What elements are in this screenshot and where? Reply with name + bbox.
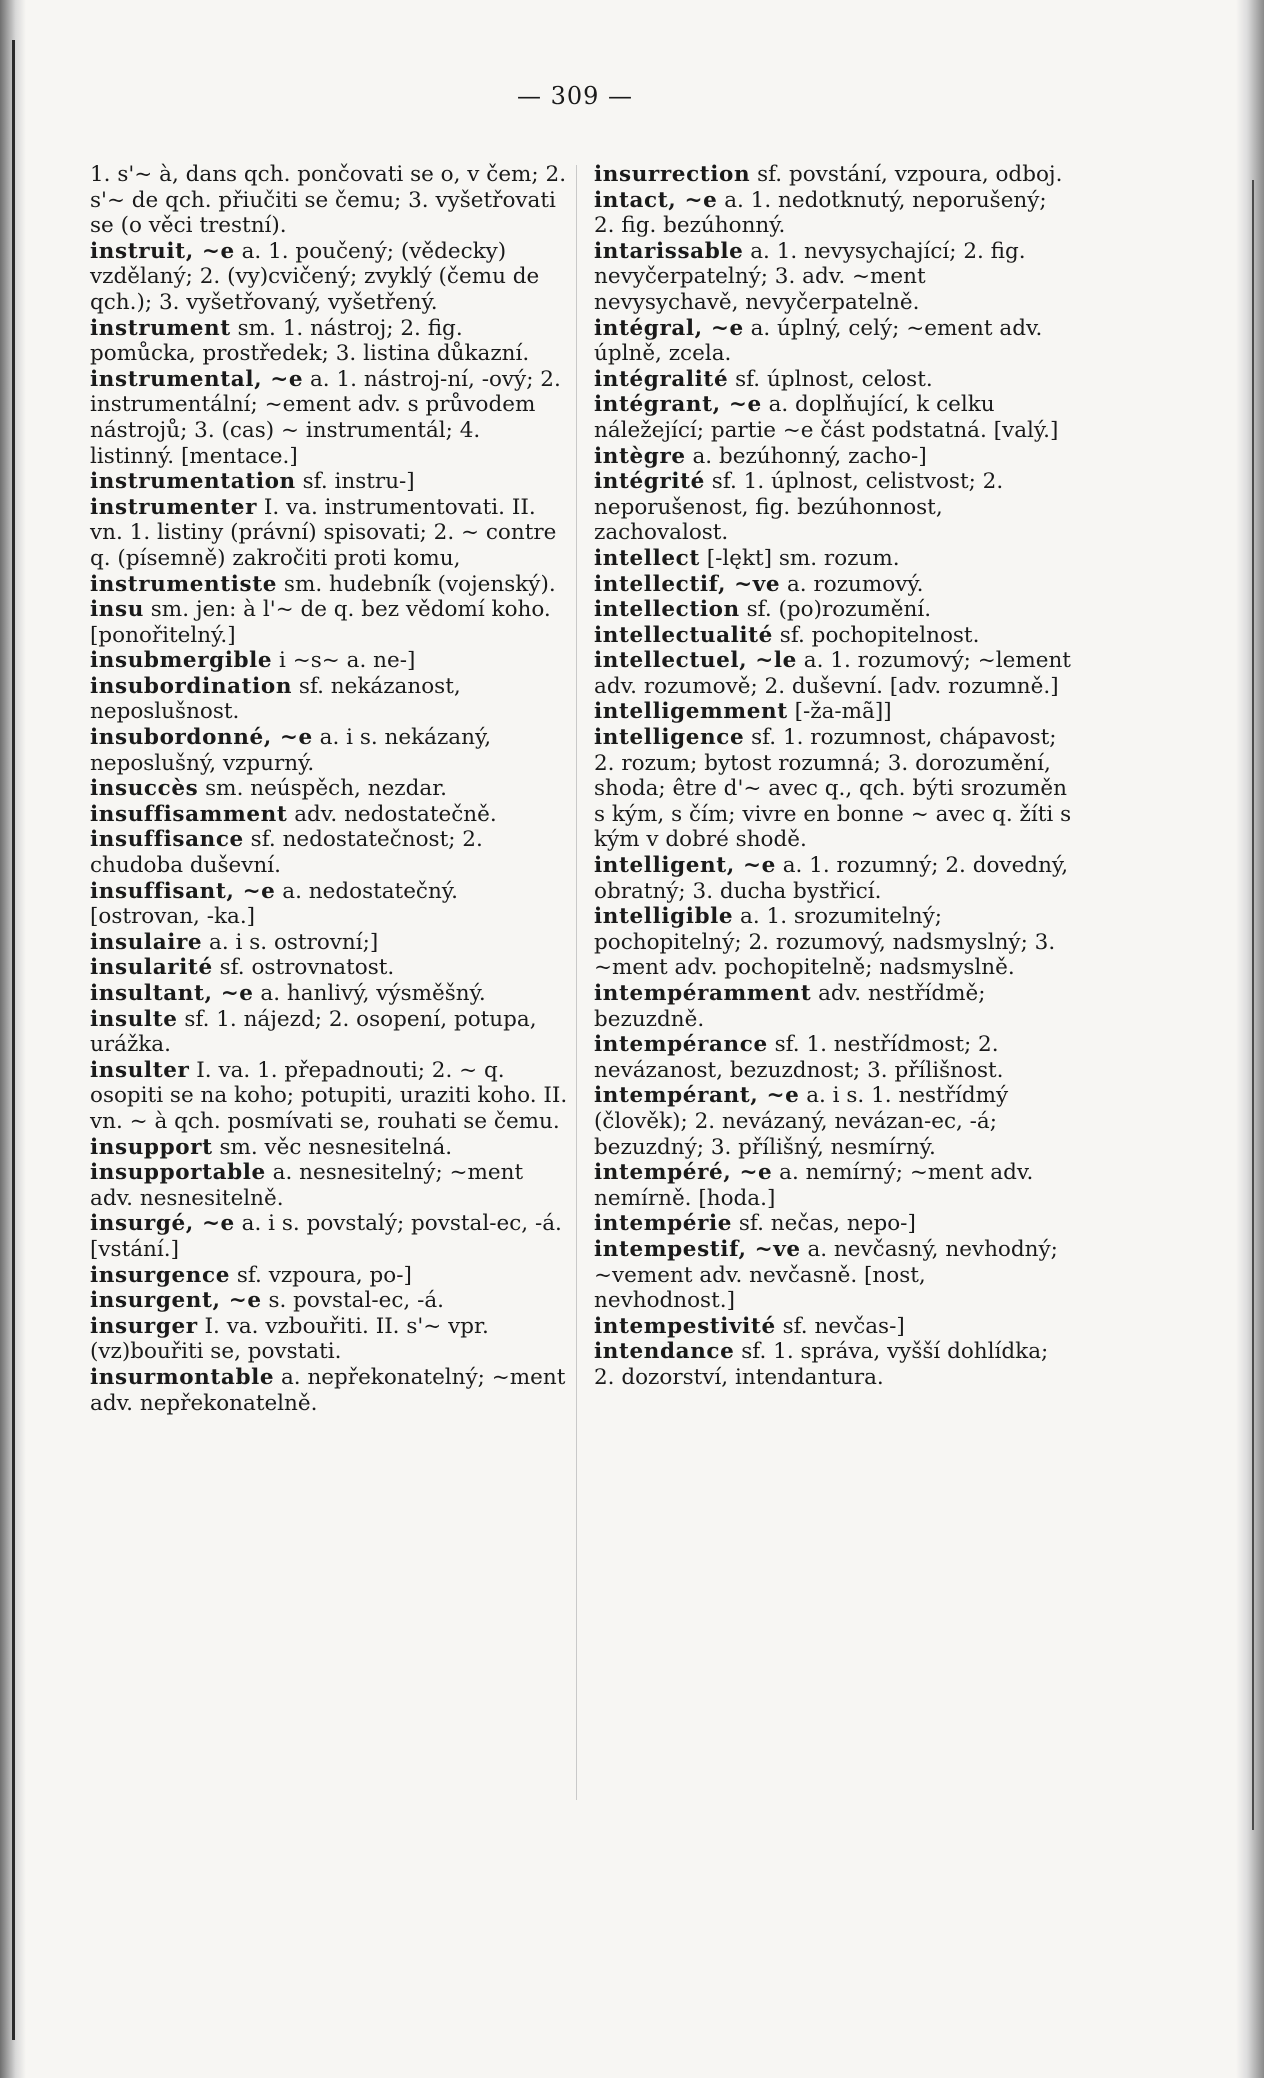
entry-headword: insurgé, ~e <box>90 1211 235 1237</box>
entry-definition: sf. úplnost, celost. <box>728 366 933 392</box>
entry-definition: sf. 1. správa, vyšší dohlídka; 2. dozorství, intendantura. <box>594 1339 1049 1390</box>
column-divider <box>576 165 577 1800</box>
entry-definition: sf. (po)rozumění. <box>739 597 932 623</box>
entry-headword: intelligent, ~e <box>594 853 776 879</box>
entry-headword: intempérance <box>594 1032 768 1058</box>
dictionary-entry <box>594 546 1072 572</box>
entry-headword: insu <box>90 597 144 623</box>
entry-headword: insultant, ~e <box>90 981 254 1006</box>
entry-definition: adv. nestřídmě; bezuzdně. <box>594 981 986 1032</box>
dictionary-entry <box>594 392 1072 443</box>
entry-headword: insuffisance <box>90 827 244 853</box>
entry-headword: insuffisamment <box>90 801 288 827</box>
entry-definition: s. povstal-ec, -á. <box>261 1288 444 1314</box>
entry-headword: intellection <box>594 597 740 623</box>
entry-definition: sf. povstání, vzpoura, odboj. <box>750 162 1063 187</box>
entry-definition: sm. 1. nástroj; 2. fig. pomůcka, prostředek; 3. listina důkazní. <box>90 315 530 367</box>
left-column <box>90 162 568 1416</box>
entry-definition: a. doplňující, k celku náležející; partie ~e část podstatná. [valý.] <box>594 392 1059 443</box>
entry-headword: insulaire <box>90 929 203 955</box>
entry-headword: instruit, ~e <box>90 238 235 264</box>
entry-headword: intégrant, ~e <box>594 392 762 418</box>
entry-definition: a. i s. 1. nestřídmý (člověk); 2. nevázaný, nevázan-ec, -á; bezuzdný; 3. přílišný, nesmírný. <box>594 1083 1009 1160</box>
entry-headword: insularité <box>90 955 213 981</box>
entry-definition: i ~s~ a. ne-] <box>272 648 416 674</box>
entry-headword: intégralité <box>594 366 729 392</box>
entry-headword: insulte <box>90 1006 178 1032</box>
entry-definition: sf. 1. úplnost, celistvost; 2. neporušenost, fig. bezúhonnost, zachovalost. <box>594 469 1004 546</box>
entry-headword: intact, ~e <box>594 187 718 213</box>
dictionary-entry <box>594 1314 1072 1340</box>
entry-headword: intellect <box>594 545 700 571</box>
entry-headword: instrumenter <box>90 494 257 520</box>
entry-definition: a. 1. nevysychající; 2. fig. nevyčerpatelný; 3. adv. ~ment nevysychavě, nevyčerpatelně. <box>594 238 1026 315</box>
entry-headword: insubordination <box>90 673 293 699</box>
dictionary-entry <box>90 597 568 648</box>
entry-definition: adv. nedostatečně. <box>287 801 497 827</box>
entry-headword: insurgence <box>90 1262 230 1288</box>
dictionary-entry <box>594 725 1072 853</box>
dictionary-entry <box>594 1237 1072 1314</box>
entry-headword: intempérant, ~e <box>594 1083 800 1109</box>
dictionary-entry <box>594 597 1072 623</box>
entry-headword: insuccès <box>90 776 199 802</box>
dictionary-entry <box>90 879 568 930</box>
entry-headword: instrumentation <box>90 469 296 495</box>
dictionary-entry <box>90 239 568 316</box>
entry-headword: intégral, ~e <box>594 315 744 341</box>
dictionary-entry <box>594 316 1072 367</box>
dictionary-entry <box>594 239 1072 316</box>
dictionary-entry <box>90 1263 568 1289</box>
entry-headword: intègre <box>594 443 686 469</box>
entry-headword: intellectuel, ~le <box>594 648 797 674</box>
dictionary-entry <box>594 904 1072 981</box>
entry-definition: a. 1. nástroj-ní, -ový; 2. instrumentální; ~ement adv. s průvodem nástrojů; 3. (cas) ~ instrumentál; 4. listinný. [mentace.] <box>90 366 561 469</box>
dictionary-entry <box>90 725 568 776</box>
entry-definition: I. va. vzbouřiti. II. s'~ vpr. (vz)bouřiti se, povstati. <box>90 1313 489 1365</box>
dictionary-entry <box>594 469 1072 546</box>
dictionary-entry <box>90 367 568 469</box>
dictionary-entry <box>594 648 1072 699</box>
entry-headword: intendance <box>594 1339 735 1365</box>
entry-definition: sm. jen: à l'~ de q. bez vědomí koho. [ponořitelný.] <box>90 597 551 648</box>
dictionary-entry <box>90 827 568 878</box>
entry-definition: a. 1. srozumitelný; pochopitelný; 2. rozumový, nadsmyslný; 3. ~ment adv. pochopitelně; nadsmyslně. <box>594 904 1056 981</box>
entry-definition: a. 1. rozumný; 2. dovedný, obratný; 3. ducha bystřicí. <box>594 853 1069 904</box>
entry-definition: sf. nečas, nepo-] <box>732 1211 916 1237</box>
entry-definition: a. nepřekonatelný; ~ment adv. nepřekonatelně. <box>90 1364 566 1416</box>
dictionary-entry <box>90 1211 568 1262</box>
entry-headword: intelligence <box>594 725 745 751</box>
entry-headword: intempérie <box>594 1211 733 1237</box>
entry-headword: insurmontable <box>90 1364 275 1390</box>
dictionary-entry <box>90 1365 568 1416</box>
entry-definition: sm. neúspěch, nezdar. <box>198 776 447 802</box>
dictionary-entry <box>594 1032 1072 1083</box>
dictionary-entry <box>90 981 568 1007</box>
dictionary-entry <box>90 1058 568 1135</box>
entry-definition: a. bezúhonný, zacho-] <box>685 443 927 469</box>
entry-headword: instrument <box>90 315 231 341</box>
entry-headword: insurgent, ~e <box>90 1288 262 1314</box>
dictionary-entry <box>90 495 568 572</box>
entry-definition: sf. nevčas-] <box>775 1313 905 1339</box>
entry-headword: intempéramment <box>594 981 812 1006</box>
entry-definition: sf. ostrovnatost. <box>212 955 395 981</box>
dictionary-entry <box>594 1083 1072 1160</box>
entry-definition: a. 1. poučený; (vědecky) vzdělaný; 2. (vy)cvičený; zvyklý (čemu de qch.); 3. vyšetřovaný, vyšetřený. <box>90 238 540 315</box>
entry-headword: intelligemment <box>594 699 788 725</box>
entry-definition: sm. hudebník (vojenský). <box>277 571 556 597</box>
entry-definition: sf. vzpoura, po-] <box>229 1262 412 1288</box>
dictionary-entry <box>594 981 1072 1032</box>
entry-definition: sf. nekázanost, neposlušnost. <box>90 673 461 725</box>
entry-definition: a. rozumový. <box>780 571 924 597</box>
entry-definition: a. i s. povstalý; povstal-ec, -á. [vstání.] <box>90 1211 562 1262</box>
page-number: — 309 — <box>516 82 634 110</box>
dictionary-entry <box>594 1339 1072 1390</box>
entry-definition: sf. nedostatečnost; 2. chudoba duševní. <box>90 827 483 879</box>
entry-definition: a. nevčasný, nevhodný; ~vement adv. nevčasně. [nost, nevhodnost.] <box>594 1236 1058 1314</box>
dictionary-entry <box>594 188 1072 239</box>
entry-definition: I. va. 1. přepadnouti; 2. ~ q. osopiti se na koho; potupiti, uraziti koho. II. vn. ~ à qch. posmívati se, rouhati se čemu. <box>90 1057 568 1134</box>
entry-definition: a. 1. rozumový; ~lement adv. rozumově; 2. duševní. [adv. rozumně.] <box>594 648 1071 699</box>
dictionary-entry <box>594 1160 1072 1211</box>
entry-definition: a. nesnesitelný; ~ment adv. nesnesitelně. <box>90 1160 524 1211</box>
dictionary-entry <box>90 674 568 725</box>
dictionary-entry <box>90 162 568 239</box>
entry-definition: sf. pochopitelnost. <box>772 622 980 648</box>
dictionary-entry <box>90 930 568 956</box>
entry-headword: insupport <box>90 1134 213 1160</box>
entry-headword: insubordonné, ~e <box>90 725 313 751</box>
dictionary-entry <box>594 853 1072 904</box>
dictionary-entry <box>90 1160 568 1211</box>
dictionary-entry <box>594 367 1072 393</box>
entry-headword: intellectualité <box>594 622 773 648</box>
entry-headword: intempéré, ~e <box>594 1160 773 1186</box>
dictionary-entry <box>90 1007 568 1058</box>
entry-definition: I. va. instrumentovati. II. vn. 1. listiny (právní) spisovati; 2. ~ contre q. (písemně) zakročiti proti komu, <box>90 494 557 571</box>
entry-headword: intellectif, ~ve <box>594 571 781 597</box>
dictionary-entry <box>594 162 1072 188</box>
entry-definition: a. i s. ostrovní;] <box>202 929 379 955</box>
dictionary-entry <box>90 648 568 674</box>
entry-definition: a. i s. nekázaný, neposlušný, vzpurný. <box>90 725 492 776</box>
entry-headword: insuffisant, ~e <box>90 878 276 904</box>
entry-headword: instrumental, ~e <box>90 366 304 392</box>
entry-definition: sf. instru-] <box>295 469 415 495</box>
dictionary-entry <box>594 1211 1072 1237</box>
entry-headword: instrumentiste <box>90 571 278 597</box>
dictionary-entry <box>90 469 568 495</box>
dictionary-entry <box>90 802 568 828</box>
entry-headword: insupportable <box>90 1160 266 1186</box>
dictionary-entry <box>90 1314 568 1365</box>
right-column <box>594 162 1072 1391</box>
entry-definition: [-ža-mã]] <box>787 699 892 725</box>
dictionary-entry <box>594 572 1072 598</box>
entry-definition: sf. 1. rozumnost, chápavost; 2. rozum; bytost rozumná; 3. dorozumění, shoda; être d'~ avec q., qch. býti srozuměn s kým, s čím; vivre en bonne ~ avec q. žíti s kým v dobré shodě. <box>594 725 1072 853</box>
entry-definition: sf. 1. nestřídmost; 2. nevázanost, bezuzdnost; 3. přílišnost. <box>594 1032 1004 1083</box>
dictionary-entry <box>90 1288 568 1314</box>
entry-definition: a. hanlivý, výsměšný. <box>253 981 486 1006</box>
entry-headword: intarissable <box>594 238 744 264</box>
entry-definition: sf. 1. nájezd; 2. osopení, potupa, urážka. <box>90 1006 537 1058</box>
binding-line <box>12 40 15 2040</box>
dictionary-entry <box>594 444 1072 470</box>
dictionary-entry <box>90 572 568 598</box>
margin-line <box>1252 180 1254 1830</box>
entry-headword: insurger <box>90 1313 198 1339</box>
entry-definition: a. 1. nedotknutý, neporušený; 2. fig. bezúhonný. <box>594 187 1047 239</box>
entry-headword: intelligible <box>594 904 734 930</box>
dictionary-entry <box>90 776 568 802</box>
dictionary-entry <box>594 623 1072 649</box>
page-edge-right <box>1236 0 1264 2078</box>
entry-headword: insulter <box>90 1057 190 1083</box>
entry-definition: 1. s'~ à, dans qch. pončovati se o, v čem; 2. s'~ de qch. přiučiti se čemu; 3. vyšetřovati se (o věci trestní). <box>90 162 567 239</box>
entry-definition: sm. věc nesnesitelná. <box>212 1134 453 1160</box>
entry-headword: insubmergible <box>90 648 273 674</box>
entry-headword: insurrection <box>594 162 751 187</box>
entry-headword: intempestif, ~ve <box>594 1236 801 1262</box>
dictionary-entry <box>90 955 568 981</box>
dictionary-entry <box>90 316 568 367</box>
dictionary-entry <box>594 699 1072 725</box>
entry-headword: intégrité <box>594 469 705 495</box>
entry-definition: [-lękt] sm. rozum. <box>699 545 900 571</box>
entry-headword: intempestivité <box>594 1313 776 1339</box>
entry-definition: a. nedostatečný. [ostrovan, -ka.] <box>90 878 458 930</box>
dictionary-entry <box>90 1135 568 1161</box>
entry-definition: a. nemírný; ~ment adv. nemírně. [hoda.] <box>594 1160 1034 1211</box>
entry-definition: a. úplný, celý; ~ement adv. úplně, zcela. <box>594 315 1043 367</box>
